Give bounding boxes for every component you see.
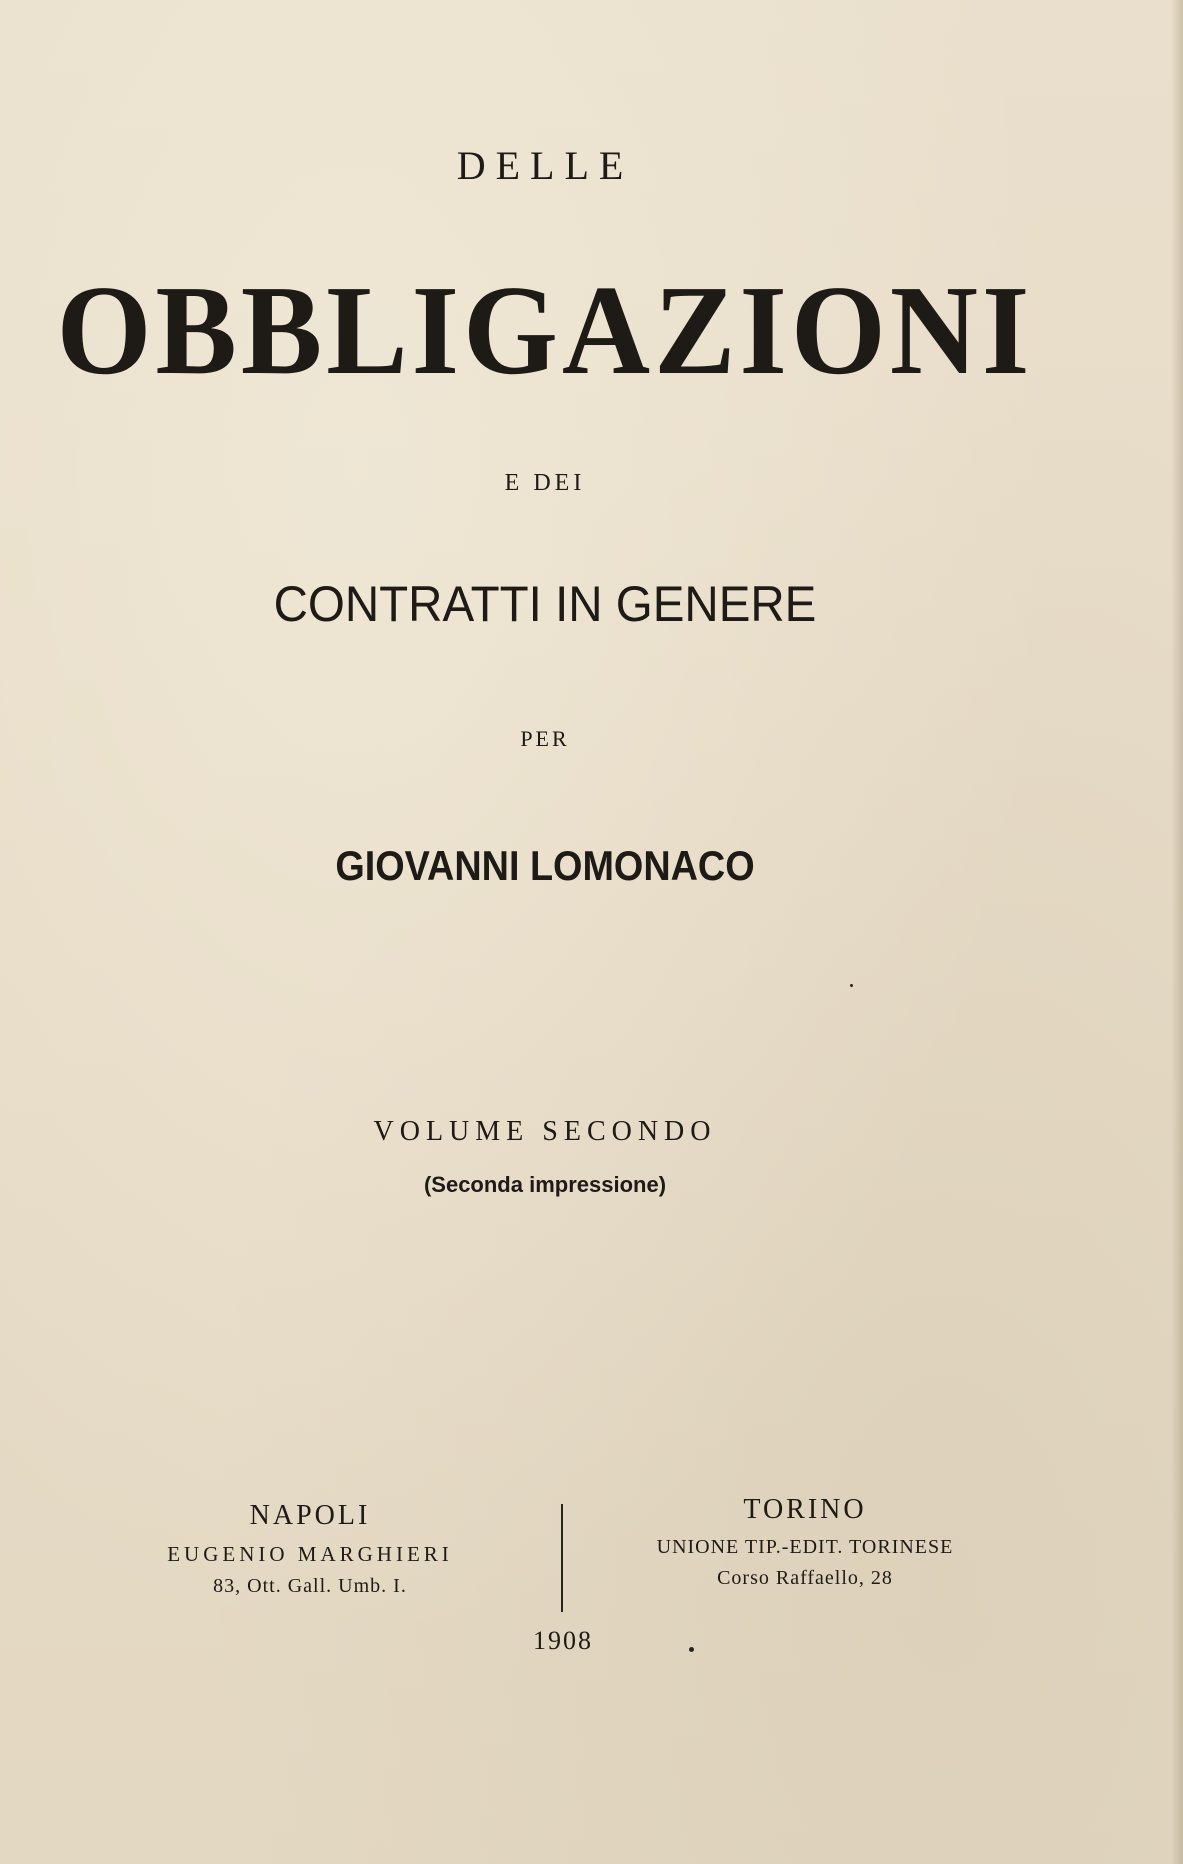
imprint-napoli (110, 1500, 510, 1598)
ink-speck (689, 1647, 694, 1652)
imprint-left-city: NAPOLI (249, 1500, 371, 1531)
by-line: PER (520, 726, 570, 751)
imprint-left-address: 83, Ott. Gall. Umb. I. (213, 1575, 407, 1597)
title-connector: E DEI (504, 470, 586, 496)
publication-year: 1908 (533, 1626, 593, 1655)
imprint-right-city: TORINO (743, 1494, 867, 1525)
pre-title: DELLE (456, 143, 634, 188)
author-name: GIOVANNI LOMONACO (335, 842, 755, 889)
imprint-torino (600, 1494, 1010, 1590)
ink-speck (850, 984, 853, 987)
imprint-divider (561, 1504, 563, 1612)
impression-note: (Seconda impressione) (423, 1172, 667, 1197)
page-edge-shadow (1171, 0, 1183, 1864)
imprint-right-publisher: UNIONE TIP.-EDIT. TORINESE (656, 1536, 954, 1558)
main-title: OBBLIGAZIONI (56, 259, 1034, 402)
subtitle: CONTRATTI IN GENERE (273, 576, 817, 632)
volume-label: VOLUME SECONDO (373, 1116, 717, 1147)
imprint-right-address: Corso Raffaello, 28 (717, 1567, 893, 1589)
imprint-left-publisher: EUGENIO MARGHIERI (167, 1542, 453, 1566)
